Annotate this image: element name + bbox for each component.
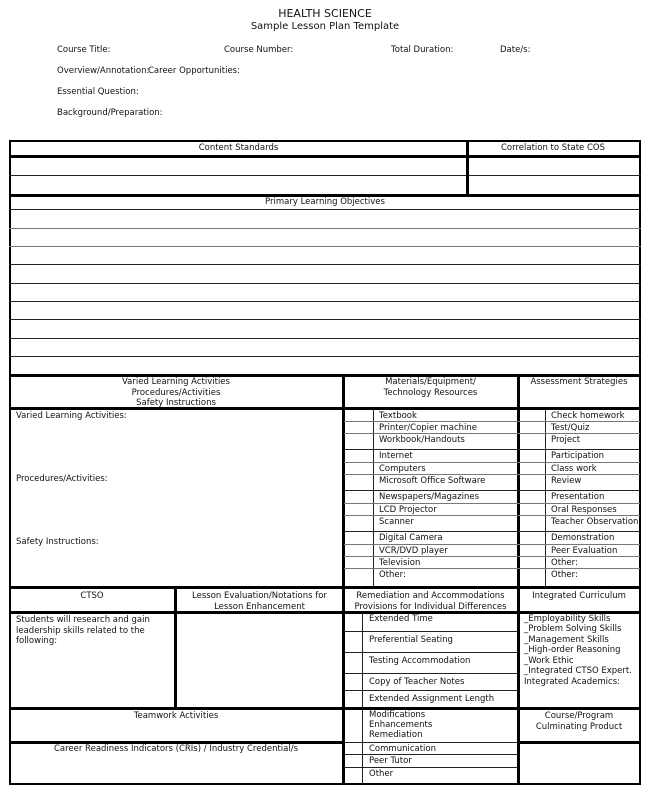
course-title-field[interactable]: Course Title: <box>57 45 111 55</box>
lesson-evaluation-notes[interactable] <box>177 614 341 707</box>
integrated-academics-label: Integrated Academics: <box>524 677 620 687</box>
total-duration-field[interactable]: Total Duration: <box>391 45 454 55</box>
primary-objectives-header: Primary Learning Objectives <box>265 197 385 207</box>
course-number-field[interactable]: Course Number: <box>224 45 294 55</box>
remediation-item[interactable]: Peer Tutor <box>369 756 412 766</box>
materials-header: Materials/Equipment/ Technology Resources <box>383 377 478 398</box>
procedures-label: Procedures/Activities: <box>16 474 108 484</box>
remediation-item[interactable]: Modifications <box>369 710 426 720</box>
assessment-item[interactable]: Oral Responses <box>551 505 617 515</box>
career-readiness-header: Career Readiness Indicators (CRIs) / Industry Credential/s <box>53 744 299 754</box>
document-title: HEALTH SCIENCE <box>278 7 372 20</box>
remediation-header: Remediation and Accommodations Provisions for Individual Differences <box>354 591 507 612</box>
lesson-evaluation-header: Lesson Evaluation/Notations for Lesson Enhancement <box>192 591 327 612</box>
assessment-item[interactable]: Peer Evaluation <box>551 546 618 556</box>
material-item[interactable]: Newspapers/Magazines <box>379 492 479 502</box>
material-item[interactable]: Microsoft Office Software <box>379 476 486 486</box>
integrated-curriculum-header: Integrated Curriculum <box>532 591 626 601</box>
material-item[interactable]: Textbook <box>379 411 417 421</box>
assessment-item[interactable]: Teacher Observation <box>551 517 639 527</box>
integrated-item[interactable]: _High-order Reasoning <box>524 645 621 655</box>
ctso-header: CTSO <box>80 591 104 601</box>
remediation-item[interactable]: Testing Accommodation <box>369 656 471 666</box>
material-item[interactable]: Digital Camera <box>379 533 443 543</box>
material-item[interactable]: Internet <box>379 451 413 461</box>
content-standards-row-2[interactable] <box>11 177 465 193</box>
integrated-item[interactable]: _Work Ethic <box>524 656 574 666</box>
safety-instructions-label: Safety Instructions: <box>16 537 99 547</box>
background-preparation-field[interactable]: Background/Preparation: <box>57 108 163 118</box>
remediation-item[interactable]: Other <box>369 769 394 779</box>
essential-question-field[interactable]: Essential Question: <box>57 87 139 97</box>
remediation-item[interactable]: Extended Time <box>369 614 433 624</box>
material-item[interactable]: Printer/Copier machine <box>379 423 477 433</box>
correlation-header: Correlation to State COS <box>500 143 606 153</box>
remediation-item[interactable]: Remediation <box>369 730 423 740</box>
dates-field[interactable]: Date/s: <box>500 45 531 55</box>
assessment-item[interactable]: Demonstration <box>551 533 615 543</box>
assessment-item[interactable]: Other: <box>551 570 578 580</box>
material-item[interactable]: Scanner <box>379 517 414 527</box>
remediation-item[interactable]: Extended Assignment Length <box>369 694 495 704</box>
document-subtitle: Sample Lesson Plan Template <box>250 21 400 32</box>
assessment-item[interactable]: Class work <box>551 464 597 474</box>
assessment-item[interactable]: Review <box>551 476 582 486</box>
assessment-header: Assessment Strategies <box>530 377 628 387</box>
integrated-item[interactable]: _Management Skills <box>524 635 609 645</box>
activities-header: Varied Learning Activities Procedures/Activities Safety Instructions <box>122 377 230 408</box>
assessment-item[interactable]: Presentation <box>551 492 605 502</box>
content-standards-header: Content Standards <box>198 143 279 153</box>
varied-activities-label: Varied Learning Activities: <box>16 411 127 421</box>
overview-field[interactable]: Overview/Annotation: <box>57 66 150 76</box>
assessment-item[interactable]: Other: <box>551 558 578 568</box>
ctso-description: Students will research and gain leadership skills related to the following: <box>16 615 150 646</box>
assessment-item[interactable]: Project <box>551 435 581 445</box>
integrated-item[interactable]: _Problem Solving Skills <box>524 624 622 634</box>
remediation-item[interactable]: Copy of Teacher Notes <box>369 677 465 687</box>
remediation-item[interactable]: Communication <box>369 744 436 754</box>
material-item[interactable]: Computers <box>379 464 426 474</box>
remediation-item[interactable]: Enhancements <box>369 720 433 730</box>
material-item[interactable]: Workbook/Handouts <box>379 435 465 445</box>
material-item[interactable]: VCR/DVD player <box>379 546 448 556</box>
teamwork-activities-header: Teamwork Activities <box>133 711 219 721</box>
culminating-product-header: Course/Program Culminating Product <box>535 711 623 732</box>
integrated-item[interactable]: _Integrated CTSO Expert. <box>524 666 632 676</box>
material-item[interactable]: Television <box>379 558 421 568</box>
content-standards-row-1[interactable] <box>11 158 465 174</box>
material-item[interactable]: LCD Projector <box>379 505 437 515</box>
career-opportunities-field[interactable]: Career Opportunities: <box>148 66 240 76</box>
remediation-item[interactable]: Preferential Seating <box>369 635 453 645</box>
integrated-item[interactable]: _Employability Skills <box>524 614 611 624</box>
assessment-item[interactable]: Check homework <box>551 411 625 421</box>
assessment-item[interactable]: Participation <box>551 451 605 461</box>
material-item[interactable]: Other: <box>379 570 406 580</box>
assessment-item[interactable]: Test/Quiz <box>551 423 590 433</box>
